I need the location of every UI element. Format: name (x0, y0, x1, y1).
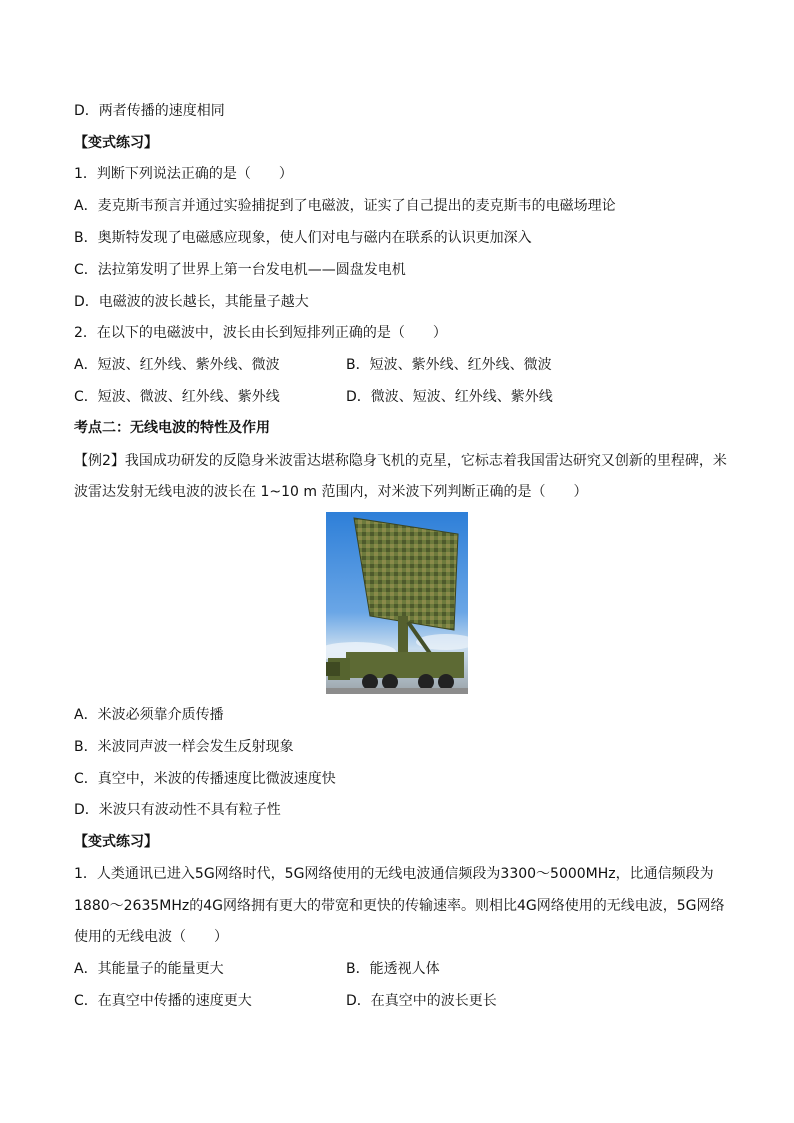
question-5g-line-1: 1．人类通讯已进入5G网络时代，5G网络使用的无线电波通信频段为3300～5000MHz，比通信频段为 (74, 866, 714, 882)
section-variant-practice-1: 【变式练习】 (74, 135, 158, 151)
option-a-q2: A．短波、红外线、紫外线、微波 (74, 357, 280, 373)
option-c-ex2: C．真空中，米波的传播速度比微波速度快 (74, 771, 336, 787)
line-d-same-speed: D．两者传播的速度相同 (74, 103, 225, 119)
option-d-5g: D．在真空中的波长更长 (346, 993, 497, 1009)
option-c-q2: C．短波、微波、红外线、紫外线 (74, 389, 280, 405)
section-variant-practice-2: 【变式练习】 (74, 834, 158, 850)
option-d-q2: D．微波、短波、红外线、紫外线 (346, 389, 553, 405)
option-b-5g: B．能透视人体 (346, 961, 440, 977)
question-5g-line-2: 1880～2635MHz的4G网络拥有更大的带宽和更快的传输速率。则相比4G网络使用的无线电波，5G网络 (74, 898, 725, 914)
option-b-q2: B．短波、紫外线、红外线、微波 (346, 357, 552, 373)
section-topic-two: 考点二：无线电波的特性及作用 (74, 420, 270, 436)
option-a-5g: A．其能量子的能量更大 (74, 961, 224, 977)
question-1: 1．判断下列说法正确的是（ ） (74, 166, 293, 182)
radar-photo (326, 512, 468, 694)
question-2: 2．在以下的电磁波中，波长由长到短排列正确的是（ ） (74, 325, 447, 341)
example-2-line-2: 波雷达发射无线电波的波长在 1~10 m 范围内，对米波下列判断正确的是（ ） (74, 484, 588, 500)
option-c-q1: C．法拉第发明了世界上第一台发电机——圆盘发电机 (74, 262, 406, 278)
example-2-line-1: 【例2】我国成功研发的反隐身米波雷达堪称隐身飞机的克星，它标志着我国雷达研究又创新的里程碑，米 (74, 453, 727, 469)
option-a-ex2: A．米波必须靠介质传播 (74, 707, 224, 723)
question-5g-line-3: 使用的无线电波（ ） (74, 929, 228, 945)
radar-truck-illustration (326, 512, 468, 694)
option-c-5g: C．在真空中传播的速度更大 (74, 993, 252, 1009)
option-b-ex2: B．米波同声波一样会发生反射现象 (74, 739, 294, 755)
option-a-q1: A．麦克斯韦预言并通过实验捕捉到了电磁波，证实了自己提出的麦克斯韦的电磁场理论 (74, 198, 616, 214)
option-b-q1: B．奥斯特发现了电磁感应现象，使人们对电与磁内在联系的认识更加深入 (74, 230, 532, 246)
option-d-ex2: D．米波只有波动性不具有粒子性 (74, 802, 281, 818)
option-d-q1: D．电磁波的波长越长，其能量子越大 (74, 294, 309, 310)
